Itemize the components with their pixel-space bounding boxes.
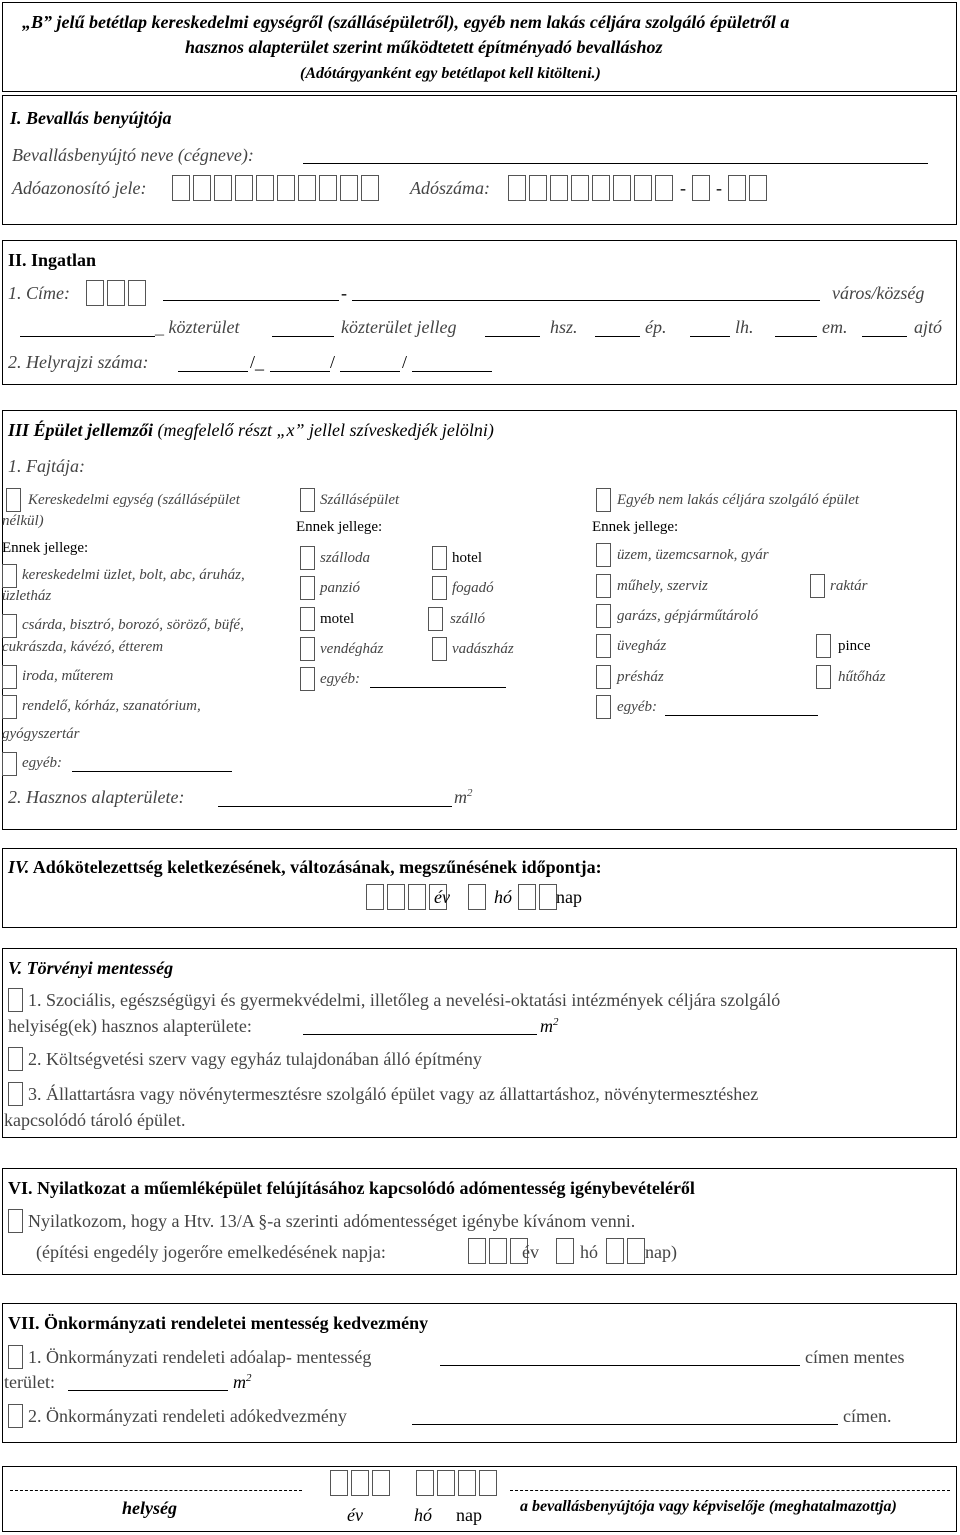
permit-day-cells[interactable] xyxy=(606,1238,648,1264)
budget-org-label: 2. Költségvetési szerv vagy egyház tulajdonában álló építmény xyxy=(28,1049,482,1069)
section-1-heading: I. Bevallás benyújtója xyxy=(10,108,172,128)
building-label: ép. xyxy=(645,317,667,337)
tax-id-cells[interactable] xyxy=(172,175,382,201)
permit-month-cells[interactable] xyxy=(556,1238,577,1264)
uveghaz-label: üvegház xyxy=(617,638,667,654)
parcel-field-2[interactable] xyxy=(270,371,330,372)
building-field[interactable] xyxy=(595,336,640,337)
checkbox-restaurant[interactable] xyxy=(2,614,17,638)
monument-declaration-label: Nyilatkozom, hogy a Htv. 13/A §-a szerinti adómentességet igénybe kívánom venni. xyxy=(28,1211,636,1231)
checkbox-other-building[interactable] xyxy=(596,488,611,512)
checkbox-accommodation[interactable] xyxy=(300,488,315,512)
city-field[interactable] xyxy=(352,300,820,301)
parcel-label: 2. Helyrajzi száma: xyxy=(8,352,149,372)
social-institution-unit-sup: 2 xyxy=(553,1016,559,1028)
parcel-sep-2: / xyxy=(330,352,336,372)
commercial-unit-title-b: nélkül) xyxy=(2,513,44,529)
section-2-heading: II. Ingatlan xyxy=(8,250,97,270)
local-tax-discount-label: 2. Önkormányzati rendeleti adókedvezmény xyxy=(28,1406,347,1426)
local-base-exemption-unit xyxy=(233,1372,252,1393)
vadaszhaz-label: vadászház xyxy=(452,641,514,657)
floor-label: em. xyxy=(822,317,848,337)
section-4-heading-roman: IV. xyxy=(8,857,30,877)
tax-id-label: Adóazonosító jele: xyxy=(12,178,147,198)
permit-month-label: hó xyxy=(580,1242,598,1262)
checkbox-hotel[interactable] xyxy=(432,546,447,570)
social-institution-label-a: 1. Szociális, egészségügyi és gyermekvédelmi, illetőleg a nevelési-oktatási intézmények céljára szolgáló xyxy=(28,990,781,1010)
sign-day-label: nap xyxy=(456,1505,482,1525)
permit-year-label: év xyxy=(522,1242,539,1262)
tax-number-dash-2: - xyxy=(716,178,722,198)
vendeghaz-label: vendégház xyxy=(320,641,384,657)
sign-year-cells[interactable] xyxy=(330,1470,393,1496)
floor-area-unit-m: m xyxy=(454,787,467,807)
tax-start-day-label: nap xyxy=(556,887,582,907)
checkbox-garazs[interactable] xyxy=(596,604,611,628)
section-3-heading-bold: III Épület jellemzői xyxy=(8,420,154,440)
tax-number-cells[interactable] xyxy=(508,175,676,201)
szallo-label: szálló xyxy=(450,611,486,627)
local-base-exemption-area-field[interactable] xyxy=(68,1390,228,1391)
floor-area-unit-sup: 2 xyxy=(467,787,473,799)
sign-day-cells[interactable] xyxy=(458,1470,500,1496)
social-institution-area-field[interactable] xyxy=(303,1034,537,1035)
office-label: iroda, műterem xyxy=(22,668,114,684)
clinic-label-a: rendelő, kórház, szanatórium, xyxy=(22,698,201,714)
parcel-sep-1: /_ xyxy=(250,352,265,372)
address-dash: - xyxy=(341,283,347,303)
street-type-field[interactable] xyxy=(272,336,334,337)
parcel-sep-3: / xyxy=(402,352,408,372)
tax-start-day-cells[interactable] xyxy=(518,884,560,910)
motel-label: motel xyxy=(320,611,355,627)
uzem-label: üzem, üzemcsarnok, gyár xyxy=(617,547,769,563)
checkbox-budget-org[interactable] xyxy=(8,1047,23,1071)
section-4-heading-rest: Adókötelezettség keletkezésének, változásának, megszűnésének időpontja: xyxy=(29,857,602,877)
checkbox-raktar[interactable] xyxy=(810,574,825,598)
staircase-field[interactable] xyxy=(690,336,730,337)
floor-area-label: 2. Hasznos alapterülete: xyxy=(8,787,185,807)
sign-month-label: hó xyxy=(414,1505,432,1525)
section-3-heading-rest: (megfelelő részt „x” jellel szíveskedjék jelölni) xyxy=(153,420,494,440)
section-7-heading: VII. Önkormányzati rendeletei mentesség kedvezmény xyxy=(8,1313,429,1333)
permit-day-label: nap) xyxy=(645,1242,677,1262)
tax-start-month-label: hó xyxy=(494,887,512,907)
filer-name-label: Bevallásbenyújtó neve (cégneve): xyxy=(12,145,254,165)
other-building-other-field[interactable] xyxy=(665,715,818,716)
agricultural-label-b: kapcsolódó tároló épület. xyxy=(4,1110,186,1130)
section-4-heading xyxy=(8,857,602,878)
tax-number-label: Adószáma: xyxy=(410,178,490,198)
fogado-label: fogadó xyxy=(452,580,494,596)
commercial-other-field[interactable] xyxy=(72,771,232,772)
checkbox-fogado[interactable] xyxy=(432,576,447,600)
hotel-label: hotel xyxy=(452,550,482,566)
commercial-unit-title-a: Kereskedelmi egység (szállásépület xyxy=(28,492,240,508)
local-tax-discount-title-field[interactable] xyxy=(412,1424,838,1425)
sign-month-cells[interactable] xyxy=(416,1470,458,1496)
other-building-nature-label: Ennek jellege: xyxy=(592,519,679,535)
local-base-exemption-title-field[interactable] xyxy=(440,1365,800,1366)
local-base-exemption-unit-m: m xyxy=(233,1372,246,1392)
checkbox-monument-declaration[interactable] xyxy=(8,1209,23,1233)
parcel-field-3[interactable] xyxy=(340,371,400,372)
checkbox-vendeghaz[interactable] xyxy=(300,637,315,661)
checkbox-szallo[interactable] xyxy=(428,607,443,631)
house-number-label: hsz. xyxy=(550,317,578,337)
shop-label-a: kereskedelmi üzlet, bolt, abc, áruház, xyxy=(22,567,245,583)
checkbox-muhely[interactable] xyxy=(596,574,611,598)
title-line-3: (Adótárgyanként egy betétlapot kell kitölteni.) xyxy=(300,65,601,82)
address-label: 1. Címe: xyxy=(8,283,70,303)
signature-field[interactable] xyxy=(510,1490,950,1491)
checkbox-accommodation-other[interactable] xyxy=(300,667,315,691)
signature-label: a bevallásbenyújtója vagy képviselője (meghatalmazottja) xyxy=(520,1498,897,1515)
local-base-exemption-unit-sup: 2 xyxy=(246,1372,252,1384)
floor-field[interactable] xyxy=(775,336,817,337)
muhely-label: műhely, szerviz xyxy=(617,578,708,594)
accommodation-other-label: egyéb: xyxy=(320,671,360,687)
tax-number-vat-cell[interactable] xyxy=(692,175,713,201)
checkbox-motel[interactable] xyxy=(300,607,315,631)
parcel-field-1[interactable] xyxy=(178,371,248,372)
building-type-label: 1. Fajtája: xyxy=(8,456,85,476)
checkbox-commercial-other[interactable] xyxy=(2,752,17,776)
place-label: helység xyxy=(122,1498,177,1518)
local-base-exemption-label: 1. Önkormányzati rendeleti adóalap- mentesség xyxy=(28,1347,372,1367)
panzio-label: panzió xyxy=(320,580,361,596)
checkbox-agricultural[interactable] xyxy=(8,1082,23,1106)
title-line-1: „B” jelű betétlap kereskedelmi egységről (szállásépületről), egyéb nem lakás céljára szolgáló épületről a xyxy=(22,12,790,32)
accommodation-title: Szállásépület xyxy=(320,492,400,508)
street-field[interactable] xyxy=(20,336,155,337)
local-base-exemption-suffix: címen mentes xyxy=(805,1347,905,1367)
hutohaz-label: hűtőház xyxy=(838,669,886,685)
restaurant-label-a: csárda, bisztró, borozó, söröző, büfé, xyxy=(22,617,244,633)
social-institution-unit xyxy=(540,1016,559,1037)
tax-number-dash-1: - xyxy=(680,178,686,198)
door-label: ajtó xyxy=(914,317,943,337)
checkbox-shop[interactable] xyxy=(2,564,17,588)
section-5-heading: V. Törvényi mentesség xyxy=(8,958,174,978)
floor-area-field[interactable] xyxy=(218,806,452,807)
house-number-field[interactable] xyxy=(485,336,540,337)
checkbox-hutohaz[interactable] xyxy=(816,665,831,689)
checkbox-social-institution[interactable] xyxy=(8,988,23,1012)
local-base-exemption-area-label: terület: xyxy=(4,1372,55,1392)
other-building-other-label: egyéb: xyxy=(617,699,657,715)
floor-area-unit xyxy=(454,787,473,808)
city-label: város/község xyxy=(832,283,925,303)
clinic-label-b: gyógyszertár xyxy=(2,726,80,742)
checkbox-preshaz[interactable] xyxy=(596,665,611,689)
parcel-field-4[interactable] xyxy=(412,371,492,372)
sign-year-label: év xyxy=(347,1505,363,1525)
checkbox-local-base-exemption[interactable] xyxy=(8,1345,23,1369)
tax-start-year-label: év xyxy=(434,887,450,907)
checkbox-szalloda[interactable] xyxy=(300,546,315,570)
restaurant-label-b: cukrászda, kávézó, étterem xyxy=(2,639,164,655)
agricultural-label-a: 3. Állattartásra vagy növénytermesztésre szolgáló épület vagy az állattartáshoz, növénytermesztéshez xyxy=(28,1084,759,1104)
commercial-other-label: egyéb: xyxy=(22,755,62,771)
checkbox-vadaszhaz[interactable] xyxy=(432,637,447,661)
postcode-line xyxy=(163,300,339,301)
door-field[interactable] xyxy=(862,336,907,337)
checkbox-local-tax-discount[interactable] xyxy=(8,1404,23,1428)
staircase-label: lh. xyxy=(735,317,754,337)
tax-start-month-cells[interactable] xyxy=(468,884,489,910)
raktar-label: raktár xyxy=(830,578,868,594)
social-institution-unit-m: m xyxy=(540,1016,553,1036)
accommodation-other-field[interactable] xyxy=(370,687,506,688)
preshaz-label: présház xyxy=(617,669,664,685)
place-field[interactable] xyxy=(10,1490,302,1491)
checkbox-pince[interactable] xyxy=(816,634,831,658)
checkbox-other-building-other[interactable] xyxy=(596,695,611,719)
local-tax-discount-suffix: címen. xyxy=(843,1406,892,1426)
social-institution-label-b: helyiség(ek) hasznos alapterülete: xyxy=(8,1016,252,1036)
checkbox-uveghaz[interactable] xyxy=(596,634,611,658)
checkbox-clinic[interactable] xyxy=(2,695,17,719)
commercial-nature-label: Ennek jellege: xyxy=(2,540,89,556)
pince-label: pince xyxy=(838,638,871,654)
street-type-label: közterület jelleg xyxy=(341,317,457,337)
checkbox-commercial-unit[interactable] xyxy=(6,488,21,512)
other-building-title: Egyéb nem lakás céljára szolgáló épület xyxy=(617,492,860,508)
postcode-cells[interactable] xyxy=(86,280,149,306)
szalloda-label: szálloda xyxy=(320,550,371,566)
filer-name-field[interactable] xyxy=(303,163,928,164)
checkbox-uzem[interactable] xyxy=(596,543,611,567)
title-line-2: hasznos alapterület szerint működtetett építményadó bevalláshoz xyxy=(185,37,663,57)
street-label: _ közterület xyxy=(155,317,240,337)
accommodation-nature-label: Ennek jellege: xyxy=(296,519,383,535)
section-3-heading xyxy=(8,420,494,441)
tax-number-county-cells[interactable] xyxy=(728,175,770,201)
garazs-label: garázs, gépjárműtároló xyxy=(617,608,759,624)
checkbox-panzio[interactable] xyxy=(300,576,315,600)
section-6-heading: VI. Nyilatkozat a műemléképület felújításához kapcsolódó adómentesség igénybevételéről xyxy=(8,1178,695,1198)
checkbox-office[interactable] xyxy=(2,665,17,689)
shop-label-b: üzletház xyxy=(2,588,52,604)
permit-date-label: (építési engedély jogerőre emelkedésének napja: xyxy=(36,1242,386,1262)
